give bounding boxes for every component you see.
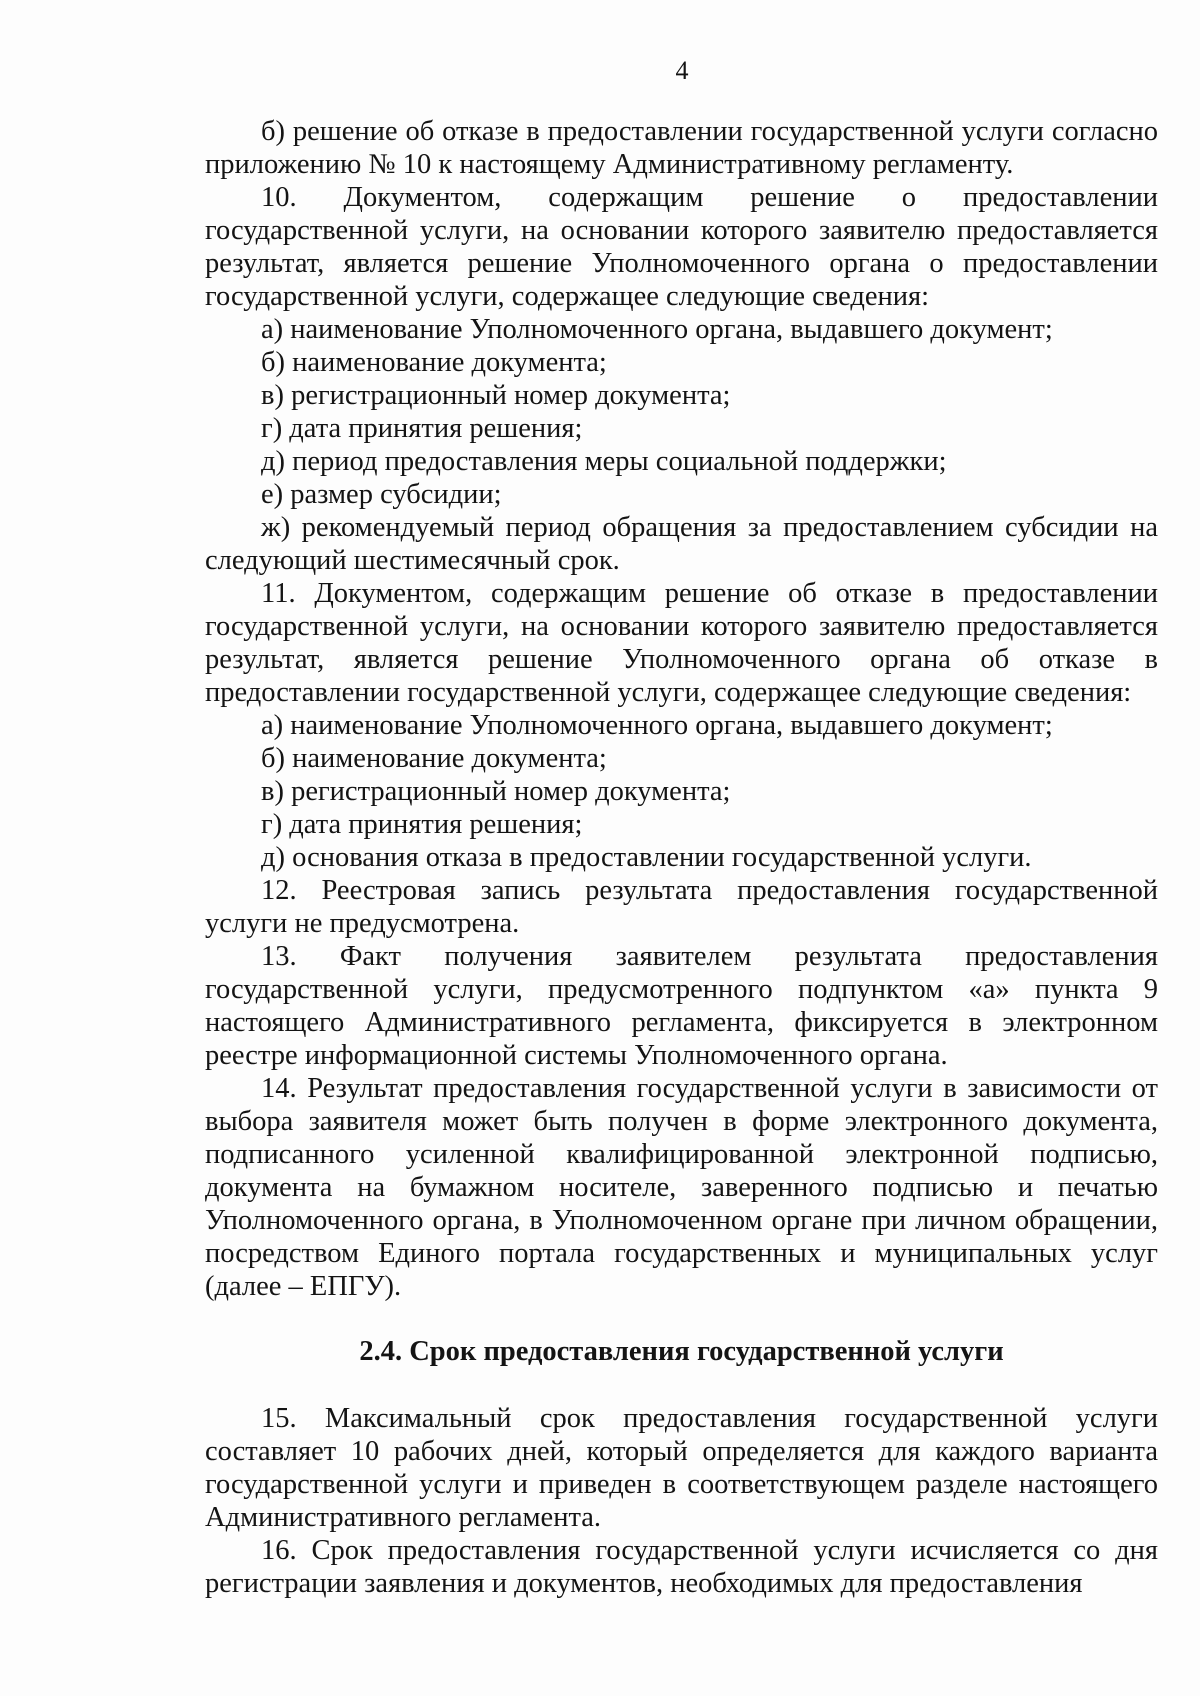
paragraph-16: 16. Срок предоставления государственной услуги исчисляется со дня регистрации заявления и документов, необходимых для предоставления (205, 1535, 1158, 1599)
list-item: в) регистрационный номер документа; (261, 776, 731, 807)
list-item: б) наименование документа; (261, 743, 607, 774)
paragraph-12: 12. Реестровая запись результата предоставления государственной услуги не предусмотрена. (205, 875, 1158, 939)
list-item: ж) рекомендуемый период обращения за предоставлением субсидии на следующий шестимесячный срок. (205, 512, 1158, 576)
list-item: а) наименование Уполномоченного органа, выдавшего документ; (261, 314, 1053, 345)
list-item: д) период предоставления меры социальной поддержки; (261, 446, 947, 477)
list-item: а) наименование Уполномоченного органа, выдавшего документ; (261, 710, 1053, 741)
list-item: е) размер субсидии; (261, 479, 502, 510)
paragraph-14: 14. Результат предоставления государственной услуги в зависимости от выбора заявителя может быть получен в форме электронного документа, подписанного усиленной квалифицированной электронной подписью, документа на бумажном носителе, заверенного подписью и печатью Уполномоченного органа, в Уполномоченном органе при личном обращении, посредством Единого портала государственных и муниципальных услуг (далее – ЕПГУ). (205, 1073, 1158, 1302)
list-item: г) дата принятия решения; (261, 413, 583, 444)
paragraph-11: 11. Документом, содержащим решение об отказе в предоставлении государственной услуги, на основании которого заявителю предоставляется результат, является решение Уполномоченного органа об отказе в предоставлении государственной услуги, содержащее следующие сведения: (205, 578, 1158, 708)
paragraph-15: 15. Максимальный срок предоставления государственной услуги составляет 10 рабочих дней, который определяется для каждого варианта государственной услуги и приведен в соответствующем разделе настоящего Административного регламента. (205, 1403, 1158, 1533)
paragraph-9b: б) решение об отказе в предоставлении государственной услуги согласно приложению № 10 к настоящему Административному регламенту. (205, 116, 1158, 180)
list-item: в) регистрационный номер документа; (261, 380, 731, 411)
page-number: 4 (675, 56, 689, 85)
section-heading: 2.4. Срок предоставления государственной услуги (359, 1336, 1004, 1367)
document-body (205, 115, 1158, 1600)
paragraph-13: 13. Факт получения заявителем результата предоставления государственной услуги, предусмотренного подпунктом «а» пункта 9 настоящего Административного регламента, фиксируется в электронном реестре информационной системы Уполномоченного органа. (205, 941, 1158, 1071)
list-item: д) основания отказа в предоставлении государственной услуги. (261, 842, 1032, 873)
paragraph-10: 10. Документом, содержащим решение о предоставлении государственной услуги, на основании которого заявителю предоставляется результат, является решение Уполномоченного органа о предоставлении государственной услуги, содержащее следующие сведения: (205, 182, 1158, 312)
list-item: г) дата принятия решения; (261, 809, 583, 840)
list-item: б) наименование документа; (261, 347, 607, 378)
